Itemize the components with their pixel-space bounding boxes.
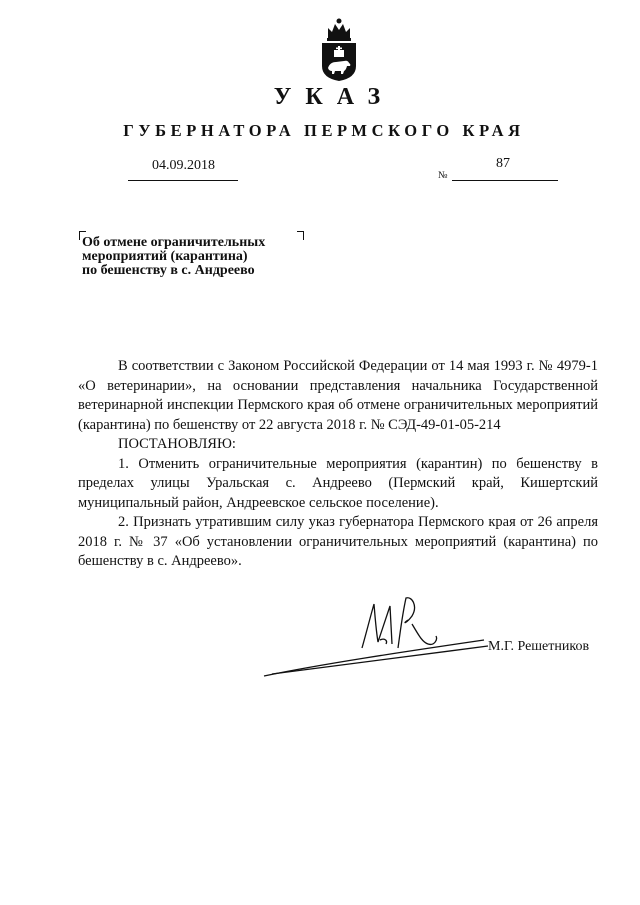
heading-line: Об отмене ограничительных: [82, 235, 266, 250]
document-body: [78, 357, 598, 572]
heading-line: мероприятий (карантина): [82, 249, 248, 264]
date-underline: [128, 180, 238, 181]
issuer-subtitle: ГУБЕРНАТОРА ПЕРМСКОГО КРАЯ: [123, 121, 525, 140]
number-underline: [452, 180, 558, 181]
heading-line: по бешенству в с. Андреево: [82, 263, 255, 278]
coat-of-arms-icon: [318, 16, 360, 82]
number-sign: №: [438, 170, 448, 181]
decree-item-2: 2. Признать утратившим силу указ губернатора Пермского края от 26 апреля 2018 г. № 37 «Об установлении ограничительных мероприятий (карантина) по бешенству в с. Андреево».: [78, 514, 598, 569]
preamble-paragraph: В соответствии с Законом Российской Федерации от 14 мая 1993 г. № 4979-1 «О ветеринарии», на основании представления начальника Государственной ветеринарной инспекции Пермского края об отмене ограничительных мероприятий (карантина) по бешенству от 22 августа 2018 г. № СЭД-49-01-05-214: [78, 358, 598, 433]
decree-item-1: 1. Отменить ограничительные мероприятия (карантин) по бешенству в пределах улицы Уральская с. Андреево (Пермский край, Кишертский муниципальный район, Андреевское сельское поселение).: [78, 455, 598, 511]
document-heading: [82, 236, 307, 278]
document-type-title: УКАЗ: [273, 84, 395, 110]
handwritten-signature: [262, 594, 494, 684]
signer-name: М.Г. Решетников: [488, 639, 590, 654]
document-number: 87: [496, 156, 510, 171]
document-date: 04.09.2018: [152, 158, 215, 173]
decree-word: ПОСТАНОВЛЯЮ:: [118, 436, 236, 452]
